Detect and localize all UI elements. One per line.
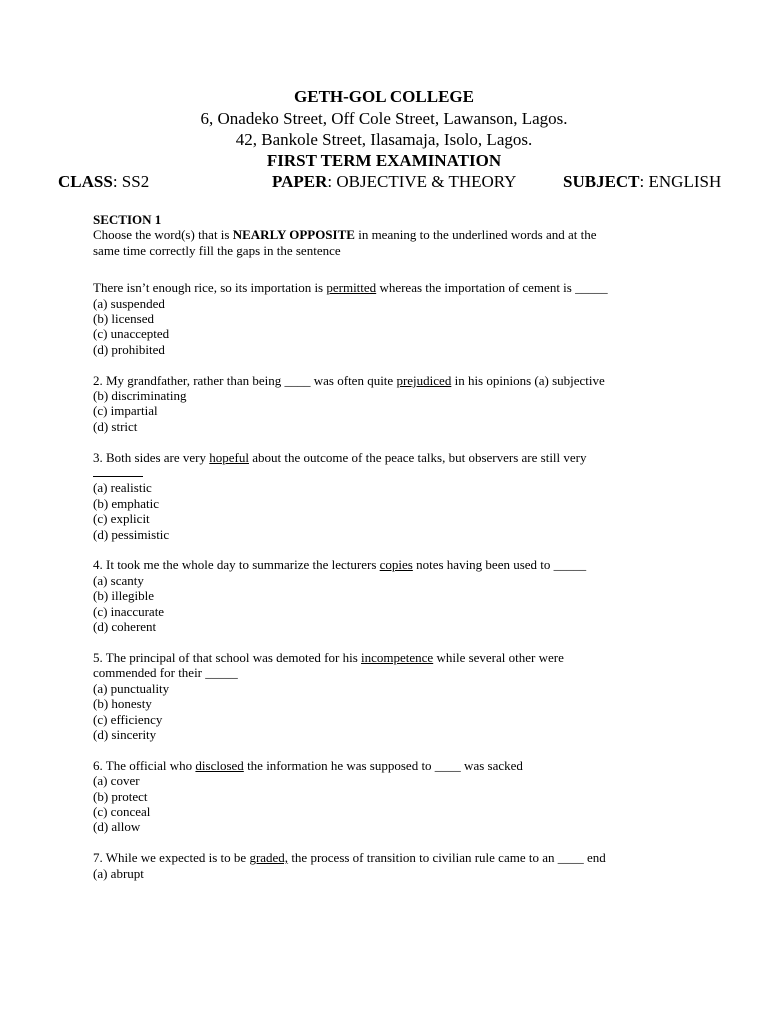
- class-label: CLASS: [58, 172, 113, 191]
- question-stem: [93, 758, 713, 773]
- option-b: (b) discriminating: [93, 388, 187, 404]
- stem-text: 7. While we expected is to be: [93, 850, 250, 866]
- stem-text: the information he was supposed to ____ was sacked: [243, 757, 523, 773]
- option-d: (d) coherent: [93, 619, 157, 635]
- exam-title: FIRST TERM EXAMINATION: [266, 151, 502, 170]
- question-3: [93, 450, 713, 542]
- stem-text: while several other were: [433, 649, 564, 665]
- option-a: (a) suspended: [93, 295, 165, 311]
- section-instruction: [93, 227, 713, 242]
- underlined-word: graded,: [249, 850, 289, 866]
- question-5: [93, 650, 713, 742]
- option-d: (d) pessimistic: [93, 526, 170, 542]
- option-b: (b) licensed: [93, 311, 155, 327]
- question-stem-line2: commended for their _____: [93, 665, 238, 681]
- question-7: [93, 850, 713, 881]
- option-d: (d) strict: [93, 418, 138, 434]
- answer-blank: [93, 465, 143, 477]
- stem-text: 5. The principal of that school was demoted for his: [93, 649, 362, 665]
- instruction-text: Choose the word(s) that is: [93, 227, 233, 243]
- option-a: (a) punctuality: [93, 680, 170, 696]
- option-a: (a) abrupt: [93, 865, 144, 881]
- subject-label: SUBJECT: [563, 172, 640, 191]
- answer-blank-row: [93, 465, 713, 480]
- option-b: (b) illegible: [93, 588, 155, 604]
- option-a: (a) cover: [93, 773, 140, 789]
- school-name: GETH-GOL COLLEGE: [294, 87, 474, 106]
- paper-value: : OBJECTIVE & THEORY: [327, 172, 517, 191]
- stem-text: There isn’t enough rice, so its importation is: [93, 280, 327, 296]
- option-c: (c) explicit: [93, 511, 150, 527]
- underlined-word: permitted: [326, 280, 377, 296]
- option-b: (b) emphatic: [93, 495, 160, 511]
- option-c: (c) inaccurate: [93, 603, 165, 619]
- question-2: [93, 373, 713, 435]
- underlined-word: disclosed: [195, 757, 244, 773]
- option-c: (c) unaccepted: [93, 326, 170, 342]
- stem-text: in his opinions (a) subjective: [451, 372, 605, 388]
- option-c: (c) impartial: [93, 403, 158, 419]
- school-address-2: 42, Bankole Street, Ilasamaja, Isolo, Lagos.: [235, 130, 533, 149]
- option-a: (a) realistic: [93, 480, 152, 496]
- option-b: (b) protect: [93, 788, 148, 804]
- stem-text: 3. Both sides are very: [93, 449, 210, 465]
- exam-content: [93, 212, 713, 881]
- question-stem: [93, 850, 713, 865]
- stem-text: whereas the importation of cement is _____: [376, 280, 608, 296]
- option-c: (c) conceal: [93, 803, 151, 819]
- question-6: [93, 758, 713, 835]
- paper-info: [272, 171, 516, 193]
- stem-text: the process of transition to civilian rule came to an ____ end: [288, 850, 606, 866]
- question-1: [93, 280, 713, 357]
- underlined-word: hopeful: [209, 449, 249, 465]
- underlined-word: copies: [379, 557, 413, 573]
- paper-label: PAPER: [272, 172, 328, 191]
- option-b: (b) honesty: [93, 696, 152, 712]
- stem-text: about the outcome of the peace talks, but observers are still very: [248, 449, 587, 465]
- instruction-text: in meaning to the underlined words and at the: [354, 227, 597, 243]
- underlined-word: incompetence: [361, 649, 434, 665]
- stem-text: 6. The official who: [93, 757, 196, 773]
- subject-info: [563, 171, 721, 193]
- stem-text: notes having been used to _____: [412, 557, 587, 573]
- stem-text: 4. It took me the whole day to summarize the lecturers: [93, 557, 380, 573]
- subject-value: : ENGLISH: [639, 172, 722, 191]
- question-stem: [93, 373, 713, 388]
- question-4: [93, 557, 713, 634]
- option-d: (d) allow: [93, 819, 141, 835]
- stem-text: 2. My grandfather, rather than being ____ was often quite: [93, 372, 397, 388]
- instruction-emphasis: NEARLY OPPOSITE: [232, 227, 355, 243]
- question-stem: [93, 280, 713, 295]
- option-d: (d) prohibited: [93, 341, 165, 357]
- class-value: : SS2: [112, 172, 150, 191]
- section-header: [93, 212, 713, 258]
- school-address-1: 6, Onadeko Street, Off Cole Street, Lawanson, Lagos.: [200, 109, 568, 128]
- option-d: (d) sincerity: [93, 726, 157, 742]
- option-a: (a) scanty: [93, 572, 144, 588]
- section-instruction-line2: same time correctly fill the gaps in the sentence: [93, 242, 341, 258]
- underlined-word: prejudiced: [396, 372, 452, 388]
- question-stem: [93, 450, 713, 465]
- question-stem: [93, 557, 713, 572]
- section-title: SECTION 1: [93, 212, 162, 227]
- question-stem: [93, 650, 713, 665]
- exam-meta: [58, 171, 748, 193]
- class-info: [58, 171, 149, 193]
- option-c: (c) efficiency: [93, 711, 163, 727]
